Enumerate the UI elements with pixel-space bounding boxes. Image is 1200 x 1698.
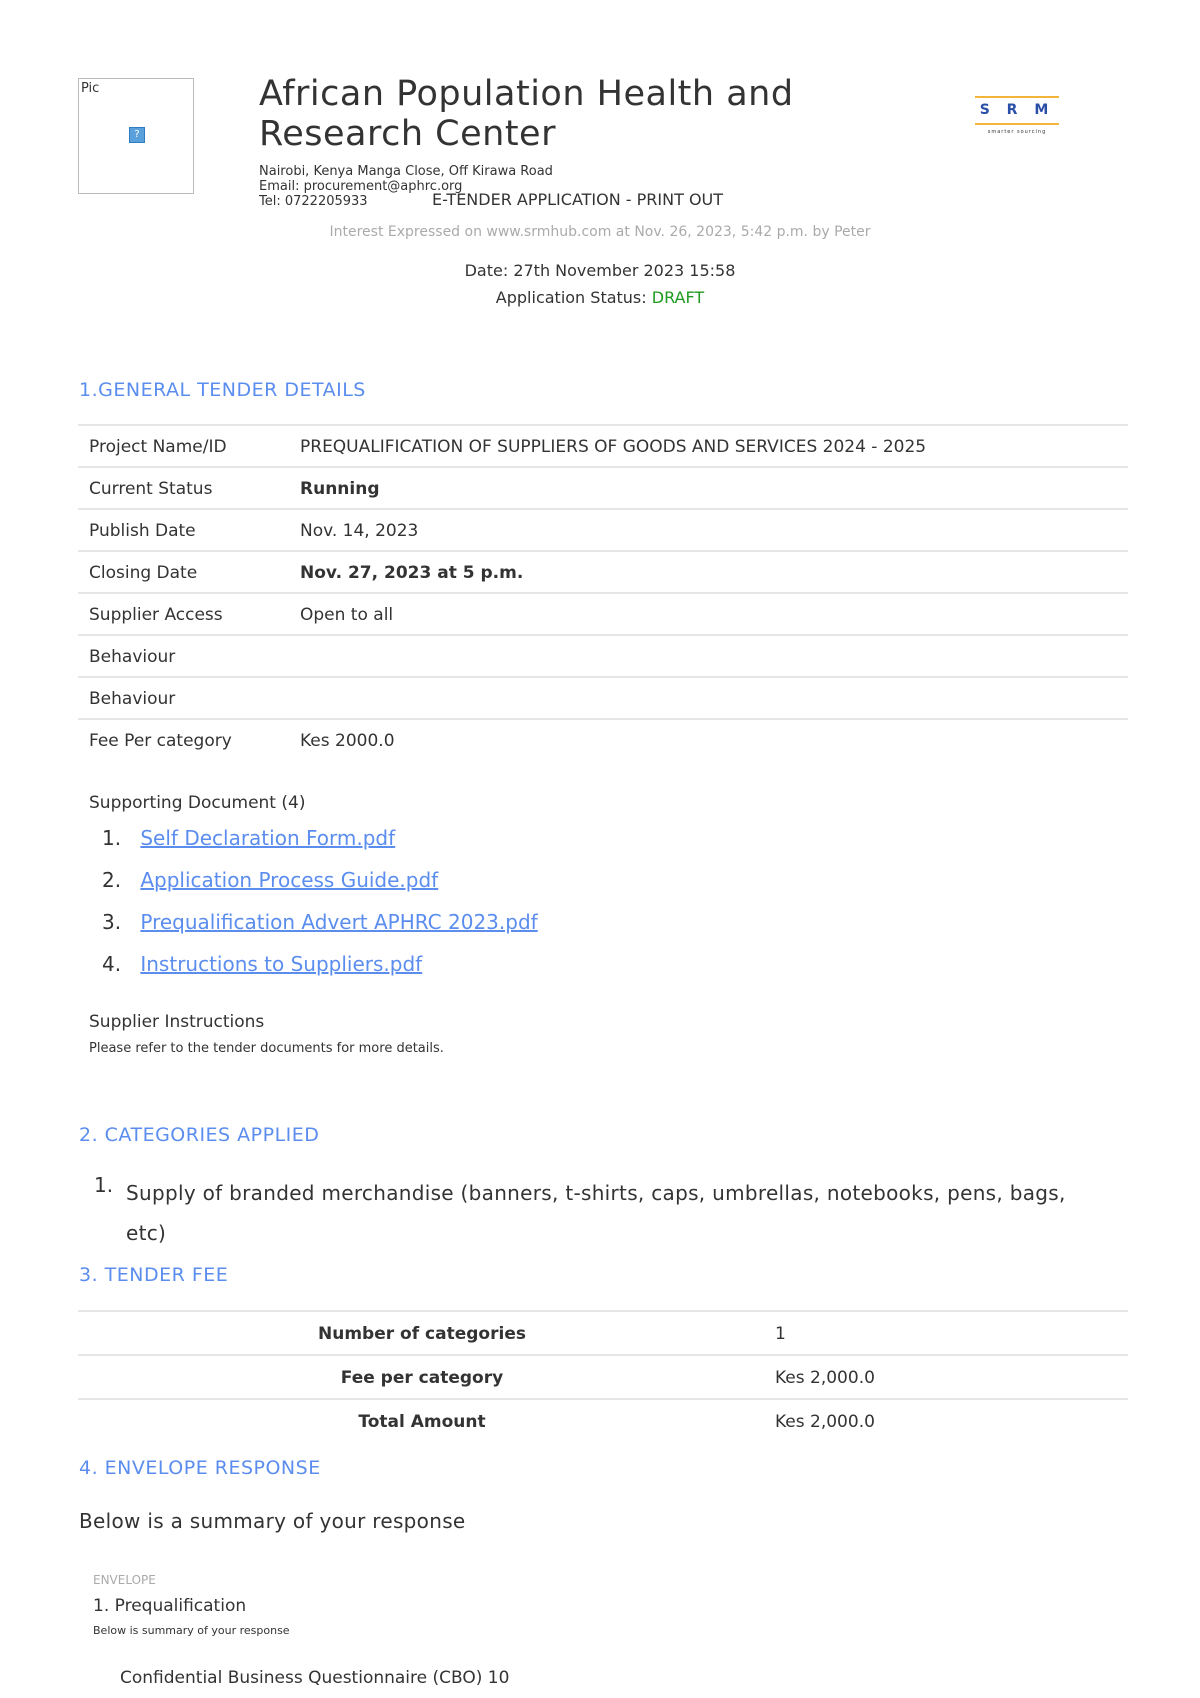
supporting-documents-list	[102, 826, 802, 994]
fee-label: Fee per category	[340, 1368, 504, 1388]
list-item	[102, 910, 802, 952]
envelope-name: 1. Prequalification	[93, 1596, 247, 1616]
table-row	[78, 550, 1128, 592]
tender-details-table	[78, 424, 1128, 760]
row-value: Nov. 27, 2023 at 5 p.m.	[300, 563, 524, 583]
category-number: 1.	[94, 1173, 114, 1197]
response-summary: Below is a summary of your response	[79, 1509, 466, 1533]
application-date	[0, 261, 1200, 280]
envelope-item: Confidential Business Questionnaire (CBO) 10	[120, 1668, 510, 1688]
tender-fee-table	[78, 1310, 1128, 1442]
table-row	[78, 676, 1128, 718]
list-item	[102, 868, 802, 910]
category-item: Supply of branded merchandise (banners, t-shirts, caps, umbrellas, notebooks, pens, bags, etc)	[126, 1181, 1066, 1245]
row-label: Fee Per category	[89, 731, 232, 751]
supplier-instructions-title: Supplier Instructions	[89, 1012, 265, 1032]
fee-label: Number of categories	[318, 1324, 526, 1344]
srm-logo	[975, 96, 1059, 138]
section-heading-general: 1.GENERAL TENDER DETAILS	[79, 379, 366, 401]
document-link[interactable]: Instructions to Suppliers.pdf	[140, 952, 423, 976]
fee-value: 1	[775, 1324, 786, 1344]
row-label: Behaviour	[89, 647, 176, 667]
application-status	[0, 288, 1200, 307]
section-heading-fee: 3. TENDER FEE	[79, 1264, 229, 1286]
fee-label: Total Amount	[358, 1412, 486, 1432]
envelope-subtitle: Below is summary of your response	[93, 1624, 290, 1637]
table-row	[78, 1354, 1128, 1398]
status-label: Application Status:	[495, 288, 647, 307]
envelope-label: ENVELOPE	[93, 1573, 156, 1587]
table-row	[78, 1310, 1128, 1354]
list-number: 2.	[102, 868, 122, 892]
table-row	[78, 466, 1128, 508]
organization-tel: Tel: 0722205933	[259, 194, 368, 209]
supplier-instructions-text: Please refer to the tender documents for more details.	[89, 1041, 444, 1056]
table-row	[78, 1398, 1128, 1442]
print-title: E-TENDER APPLICATION - PRINT OUT	[432, 190, 724, 209]
row-label: Current Status	[89, 479, 213, 499]
row-value: Open to all	[300, 605, 394, 625]
document-link[interactable]: Prequalification Advert APHRC 2023.pdf	[140, 910, 538, 934]
status-badge: DRAFT	[651, 288, 705, 307]
row-label: Closing Date	[89, 563, 198, 583]
table-row	[78, 718, 1128, 760]
broken-image-icon: ?	[129, 127, 145, 143]
table-row	[78, 634, 1128, 676]
list-number: 3.	[102, 910, 122, 934]
row-value: Running	[300, 479, 380, 499]
interest-expressed: Interest Expressed on www.srmhub.com at Nov. 26, 2023, 5:42 p.m. by Peter	[329, 224, 871, 240]
fee-value: Kes 2,000.0	[775, 1368, 875, 1388]
organization-email: Email: procurement@aphrc.org	[259, 179, 463, 194]
document-link[interactable]: Application Process Guide.pdf	[140, 868, 439, 892]
organization-address: Nairobi, Kenya Manga Close, Off Kirawa Road	[259, 164, 553, 179]
list-number: 4.	[102, 952, 122, 976]
section-heading-envelope: 4. ENVELOPE RESPONSE	[79, 1457, 321, 1479]
row-label: Publish Date	[89, 521, 196, 541]
organization-name: African Population Health and Research Center	[259, 74, 794, 154]
row-value: Kes 2000.0	[300, 731, 395, 751]
row-value: Nov. 14, 2023	[300, 521, 419, 541]
list-item	[102, 826, 802, 868]
logo-placeholder	[78, 78, 194, 194]
list-item	[102, 952, 802, 994]
table-row	[78, 592, 1128, 634]
logo-alt-text: Pic	[81, 81, 100, 96]
table-row	[78, 508, 1128, 550]
srm-logo-text: S R M	[979, 102, 1055, 118]
srm-logo-tagline: smarter sourcing	[987, 129, 1047, 135]
row-label: Supplier Access	[89, 605, 223, 625]
date-value: 27th November 2023 15:58	[513, 261, 736, 280]
document-link[interactable]: Self Declaration Form.pdf	[140, 826, 396, 850]
list-number: 1.	[102, 826, 122, 850]
row-value: PREQUALIFICATION OF SUPPLIERS OF GOODS AND SERVICES 2024 - 2025	[300, 437, 927, 457]
row-label: Project Name/ID	[89, 437, 227, 457]
supporting-documents-title: Supporting Document (4)	[89, 793, 306, 813]
section-heading-categories: 2. CATEGORIES APPLIED	[79, 1124, 320, 1146]
fee-value: Kes 2,000.0	[775, 1412, 875, 1432]
table-row	[78, 424, 1128, 466]
date-label: Date:	[464, 261, 509, 280]
row-label: Behaviour	[89, 689, 176, 709]
